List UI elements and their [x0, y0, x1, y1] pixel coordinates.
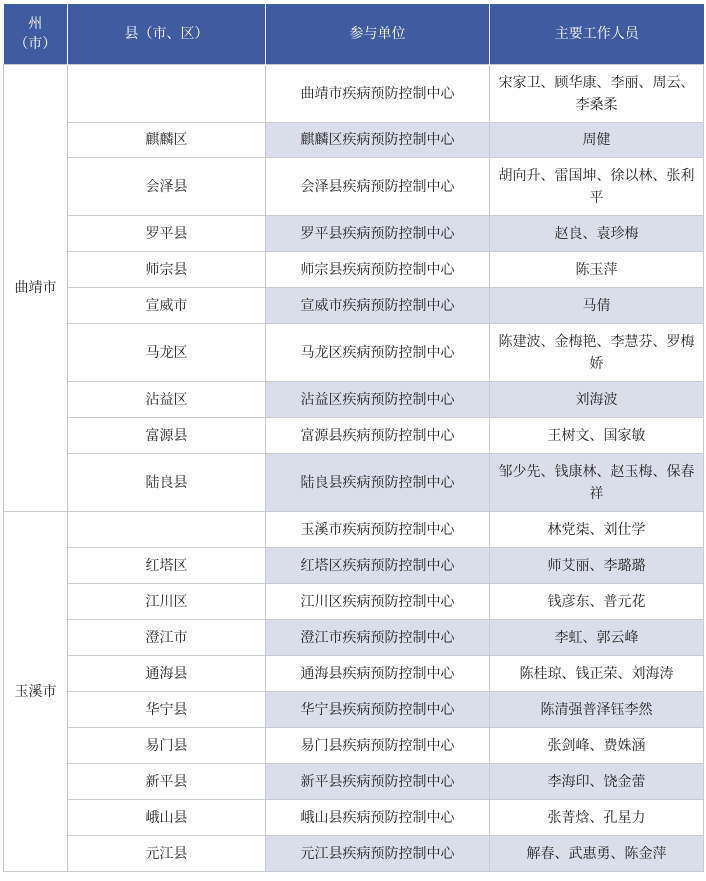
- table-row: [4, 512, 704, 548]
- table-row: [4, 158, 704, 216]
- staff-cell: 李海印、饶金蕾: [490, 764, 704, 800]
- table-row: [4, 324, 704, 382]
- county-cell: 沾益区: [68, 382, 266, 418]
- county-cell: 新平县: [68, 764, 266, 800]
- prefecture-cell: 玉溪市: [4, 512, 68, 872]
- table-row: [4, 252, 704, 288]
- unit-cell: 华宁县疾病预防控制中心: [266, 692, 490, 728]
- table-header-row: [4, 4, 704, 65]
- unit-cell: 玉溪市疾病预防控制中心: [266, 512, 490, 548]
- county-cell: 元江县: [68, 836, 266, 872]
- unit-cell: 易门县疾病预防控制中心: [266, 728, 490, 764]
- staff-cell: 林党柒、刘仕学: [490, 512, 704, 548]
- staff-cell: 马倩: [490, 288, 704, 324]
- county-cell: 江川区: [68, 584, 266, 620]
- county-cell: 会泽县: [68, 158, 266, 216]
- header-county: 县（市、区）: [68, 4, 266, 65]
- unit-cell: 陆良县疾病预防控制中心: [266, 454, 490, 512]
- header-prefecture-line2: （市）: [14, 36, 57, 52]
- table-row: [4, 123, 704, 158]
- unit-cell: 沾益区疾病预防控制中心: [266, 382, 490, 418]
- table-row: [4, 454, 704, 512]
- county-cell: 马龙区: [68, 324, 266, 382]
- unit-cell: 马龙区疾病预防控制中心: [266, 324, 490, 382]
- unit-cell: 红塔区疾病预防控制中心: [266, 548, 490, 584]
- table-row: [4, 836, 704, 872]
- table-row: [4, 764, 704, 800]
- table-row: [4, 216, 704, 252]
- prefecture-cell: 曲靖市: [4, 65, 68, 512]
- staff-cell: 周健: [490, 123, 704, 158]
- county-cell: 富源县: [68, 418, 266, 454]
- header-prefecture: [4, 4, 68, 65]
- staff-cell: 赵良、袁珍梅: [490, 216, 704, 252]
- staff-cell: 陈清强普泽钰李然: [490, 692, 704, 728]
- table-row: [4, 692, 704, 728]
- table-row: [4, 656, 704, 692]
- staff-cell: 胡向升、雷国坤、徐以林、张利平: [490, 158, 704, 216]
- staff-cell: 刘海波: [490, 382, 704, 418]
- staff-cell: 张菁焓、孔星力: [490, 800, 704, 836]
- staff-cell: 陈玉萍: [490, 252, 704, 288]
- unit-cell: 富源县疾病预防控制中心: [266, 418, 490, 454]
- county-cell: 易门县: [68, 728, 266, 764]
- staff-cell: 李虹、郭云峰: [490, 620, 704, 656]
- county-cell: 麒麟区: [68, 123, 266, 158]
- staff-cell: 解春、武惠勇、陈金萍: [490, 836, 704, 872]
- unit-cell: 师宗县疾病预防控制中心: [266, 252, 490, 288]
- unit-cell: 峨山县疾病预防控制中心: [266, 800, 490, 836]
- staff-cell: 王树文、国家敏: [490, 418, 704, 454]
- county-cell: [68, 512, 266, 548]
- county-cell: 宣威市: [68, 288, 266, 324]
- header-staff: 主要工作人员: [490, 4, 704, 65]
- staff-cell: 陈建波、金梅艳、李慧芬、罗梅娇: [490, 324, 704, 382]
- county-cell: 华宁县: [68, 692, 266, 728]
- staff-cell: 邹少先、钱康林、赵玉梅、保春祥: [490, 454, 704, 512]
- staff-cell: 陈桂琼、钱正荣、刘海涛: [490, 656, 704, 692]
- unit-cell: 会泽县疾病预防控制中心: [266, 158, 490, 216]
- table-row: [4, 800, 704, 836]
- header-unit: 参与单位: [266, 4, 490, 65]
- county-cell: [68, 65, 266, 123]
- county-cell: 澄江市: [68, 620, 266, 656]
- table-body: [4, 65, 704, 872]
- unit-cell: 江川区疾病预防控制中心: [266, 584, 490, 620]
- table-row: [4, 620, 704, 656]
- county-cell: 红塔区: [68, 548, 266, 584]
- staff-cell: 宋家卫、顾华康、李丽、周云、李桑柔: [490, 65, 704, 123]
- staff-cell: 师艾丽、李璐璐: [490, 548, 704, 584]
- staff-cell: 张剑峰、费姝涵: [490, 728, 704, 764]
- staff-table: [3, 4, 704, 872]
- unit-cell: 麒麟区疾病预防控制中心: [266, 123, 490, 158]
- county-cell: 陆良县: [68, 454, 266, 512]
- staff-cell: 钱彦东、普元花: [490, 584, 704, 620]
- table-row: [4, 65, 704, 123]
- county-cell: 罗平县: [68, 216, 266, 252]
- table-row: [4, 288, 704, 324]
- county-cell: 师宗县: [68, 252, 266, 288]
- unit-cell: 罗平县疾病预防控制中心: [266, 216, 490, 252]
- header-prefecture-line1: 州: [28, 16, 43, 32]
- table-row: [4, 382, 704, 418]
- unit-cell: 澄江市疾病预防控制中心: [266, 620, 490, 656]
- table-row: [4, 728, 704, 764]
- unit-cell: 新平县疾病预防控制中心: [266, 764, 490, 800]
- table-row: [4, 584, 704, 620]
- unit-cell: 通海县疾病预防控制中心: [266, 656, 490, 692]
- unit-cell: 曲靖市疾病预防控制中心: [266, 65, 490, 123]
- county-cell: 峨山县: [68, 800, 266, 836]
- unit-cell: 宣威市疾病预防控制中心: [266, 288, 490, 324]
- county-cell: 通海县: [68, 656, 266, 692]
- table-row: [4, 548, 704, 584]
- unit-cell: 元江县疾病预防控制中心: [266, 836, 490, 872]
- table-row: [4, 418, 704, 454]
